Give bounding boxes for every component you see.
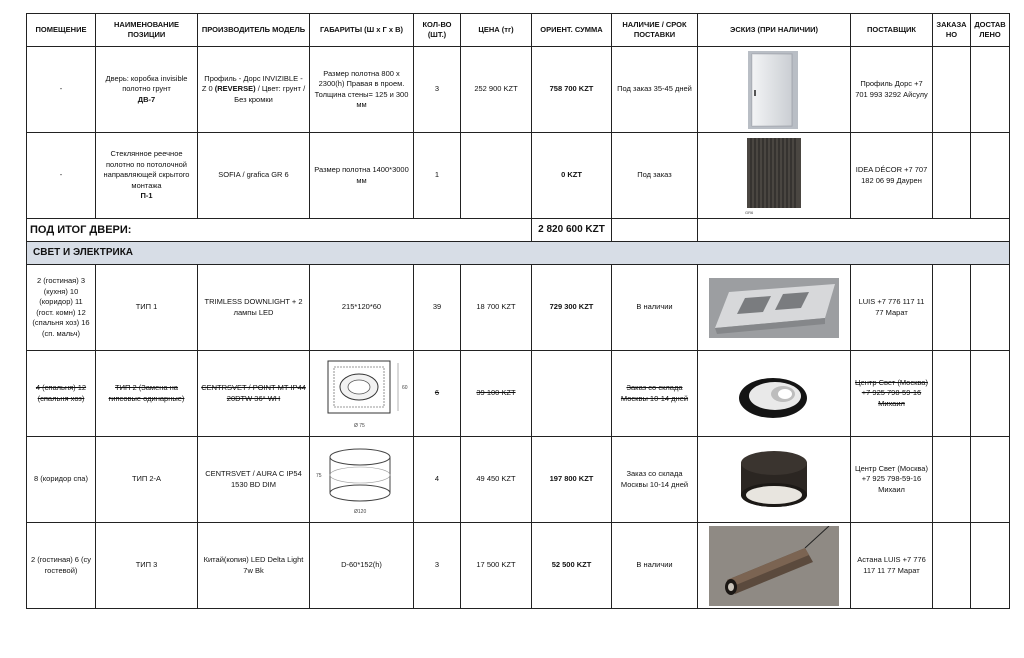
cell-sketch [698, 437, 851, 523]
maker-text-2: / Цвет: грунт / Без кромки [234, 84, 306, 104]
cell-qty: 3 [414, 523, 461, 609]
cell-price: 18 700 KZT [461, 265, 532, 351]
cell-name [96, 47, 198, 133]
cell-delivered [971, 265, 1010, 351]
drawing-side-dimension: 75 [315, 472, 322, 479]
cell-room: - [27, 133, 96, 219]
cell-name: ТИП 1 [96, 265, 198, 351]
cell-ordered [933, 437, 971, 523]
black-cylinder-image [729, 447, 819, 513]
cell-dims: D-60*152(h) [310, 523, 414, 609]
cell-maker: CENTRSVET / POINT MT IP44 20DTW 36° WH [198, 351, 310, 437]
cell-sum: 197 800 KZT [532, 437, 612, 523]
table-row [27, 265, 1010, 351]
section-row [27, 242, 1010, 265]
cell-qty: 1 [414, 133, 461, 219]
maker-text: Профиль - Дорс INVIZIBLE - Z 0 [201, 73, 303, 94]
cell-dims: 215*120*60 [310, 265, 414, 351]
drawing-bottom-dimension: Ø120 [353, 508, 366, 515]
cell-price: 17 500 KZT [461, 523, 532, 609]
cell-ordered [933, 133, 971, 219]
name-code: ДВ-7 [137, 94, 156, 104]
header-row [27, 14, 1010, 47]
cell-supplier: Центр Свет (Москва) +7 925 798-59-16 Михаил [851, 437, 933, 523]
cell-sketch [698, 47, 851, 133]
subtotal-label: ПОД ИТОГ ДВЕРИ: [27, 219, 532, 242]
specification-table [26, 13, 1010, 609]
square-spot-drawing [314, 355, 410, 433]
cell-qty: 4 [414, 437, 461, 523]
cell-supplier: Профиль Дорс +7 701 993 3292 Айсулу [851, 47, 933, 133]
pendant-tube-image [709, 526, 839, 606]
cell-maker: CENTRSVET / AURA C IP54 1530 BD DIM [198, 437, 310, 523]
header-sketch: ЭСКИЗ (ПРИ НАЛИЧИИ) [698, 14, 851, 47]
cell-name [96, 133, 198, 219]
table-row [27, 47, 1010, 133]
header-sum: ОРИЕНТ. СУММА [532, 14, 612, 47]
cell-dims: Размер полотна 800 х 2300(h) Правая в проем. Толщина стены= 125 и 300 мм [310, 47, 414, 133]
cell-dims: Размер полотна 1400*3000 мм [310, 133, 414, 219]
cell-name: ТИП 2 (Замена на гипсовые одинарные) [96, 351, 198, 437]
name-text: Стеклянное реечное полотно по потолочной направляющей скрытого монтажа [103, 149, 190, 190]
cell-sum: 729 300 KZT [532, 265, 612, 351]
cell-sketch [698, 523, 851, 609]
cell-availability: В наличии [612, 523, 698, 609]
table-row [27, 437, 1010, 523]
cell-sum [532, 351, 612, 437]
cell-price [461, 133, 532, 219]
table-row [27, 523, 1010, 609]
cell-sketch [698, 133, 851, 219]
cell-price: 39 100 KZT [461, 351, 532, 437]
cell-price: 252 900 KZT [461, 47, 532, 133]
header-supplier: ПОСТАВЩИК [851, 14, 933, 47]
header-qty: КОЛ-ВО (ШТ.) [414, 14, 461, 47]
cell-qty: 39 [414, 265, 461, 351]
cell-price: 49 450 KZT [461, 437, 532, 523]
cell-sum: 758 700 KZT [532, 47, 612, 133]
cell-dims [310, 351, 414, 437]
cell-maker: Китай(копия) LED Delta Light 7w Bk [198, 523, 310, 609]
maker-bold-text: (REVERSE) [214, 84, 256, 94]
cell-supplier: LUIS +7 776 117 11 77 Марат [851, 265, 933, 351]
cell-name: ТИП 2-А [96, 437, 198, 523]
cell-room: 2 (гостиная) 3 (кухня) 10 (коридор) 11 (гост. комн) 12 (спальня хоз) 16 (сп. мальч) [27, 265, 96, 351]
cell-room: - [27, 47, 96, 133]
cell-qty: 3 [414, 47, 461, 133]
header-ordered: ЗАКАЗА НО [933, 14, 971, 47]
cell-ordered [933, 47, 971, 133]
cell-delivered [971, 523, 1010, 609]
maker-text: SOFIA / grafica GR 6 [218, 170, 289, 180]
cell-delivered [971, 351, 1010, 437]
cell-delivered [971, 437, 1010, 523]
subtotal-empty-2 [698, 219, 1010, 242]
name-text: Дверь: коробка invisible полотно грунт [105, 73, 188, 94]
cell-sketch [698, 265, 851, 351]
cell-availability: Заказ со склада Москвы 10-14 дней [612, 351, 698, 437]
cell-maker: TRIMLESS DOWNLIGHT + 2 лампы LED [198, 265, 310, 351]
cell-availability: Под заказ [612, 133, 698, 219]
header-maker: ПРОИЗВОДИТЕЛЬ МОДЕЛЬ [198, 14, 310, 47]
section-title: СВЕТ И ЭЛЕКТРИКА [27, 242, 1010, 265]
cell-delivered [971, 47, 1010, 133]
cell-sketch [698, 351, 851, 437]
header-room: ПОМЕЩЕНИЕ [27, 14, 96, 47]
cell-sum: 0 KZT [532, 133, 612, 219]
header-price: ЦЕНА (тг) [461, 14, 532, 47]
cell-supplier: IDEA DÉCOR +7 707 182 06 99 Даурен [851, 133, 933, 219]
round-spot-image [729, 364, 819, 424]
cell-availability: Под заказ 35-45 дней [612, 47, 698, 133]
cell-supplier: Центр Свет (Москва) +7 925 798-59-16 Михаил [851, 351, 933, 437]
drawing-side-dimension: 60 [401, 384, 408, 391]
cell-maker [198, 133, 310, 219]
header-name: НАИМЕНОВАНИЕ ПОЗИЦИИ [96, 14, 198, 47]
name-code: П-1 [140, 191, 153, 201]
cell-sum: 52 500 KZT [532, 523, 612, 609]
cell-room: 2 (гостиная) 6 (су гостевой) [27, 523, 96, 609]
cell-name: ТИП 3 [96, 523, 198, 609]
cell-supplier: Астана LUIS +7 776 117 11 77 Марат [851, 523, 933, 609]
table-row [27, 133, 1010, 219]
cell-availability: В наличии [612, 265, 698, 351]
subtotal-sum: 2 820 600 KZT [532, 219, 612, 242]
cell-room: 4 (спальня) 12 (спальня хоз) [27, 351, 96, 437]
cell-maker [198, 47, 310, 133]
cell-ordered [933, 523, 971, 609]
glass-panel-label: GR6 [745, 209, 754, 215]
double-downlight-image [709, 278, 839, 338]
cell-ordered [933, 265, 971, 351]
cell-qty: 6 [414, 351, 461, 437]
subtotal-row [27, 219, 1010, 242]
cell-room: 8 (коридор спа) [27, 437, 96, 523]
cell-delivered [971, 133, 1010, 219]
table-row [27, 351, 1010, 437]
header-dims: ГАБАРИТЫ (Ш х Г х В) [310, 14, 414, 47]
header-availability: НАЛИЧИЕ / СРОК ПОСТАВКИ [612, 14, 698, 47]
subtotal-empty [612, 219, 698, 242]
drawing-bottom-dimension: Ø 75 [353, 422, 365, 429]
door-photo [744, 50, 804, 130]
glass-panel-image [739, 136, 809, 216]
cell-dims [310, 437, 414, 523]
cylinder-drawing [314, 441, 410, 519]
cell-ordered [933, 351, 971, 437]
cell-availability: Заказ со склада Москвы 10-14 дней [612, 437, 698, 523]
header-delivered: ДОСТАВ ЛЕНО [971, 14, 1010, 47]
